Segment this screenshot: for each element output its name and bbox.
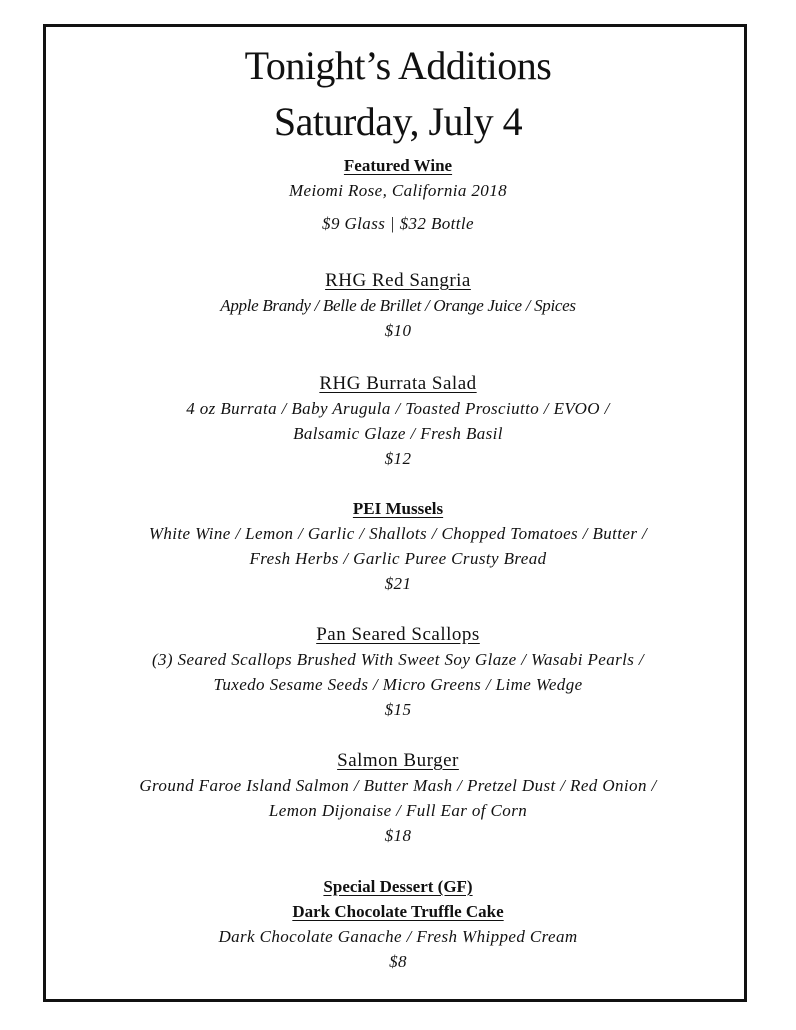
mussels-description-line-1: White Wine / Lemon / Garlic / Shallots / Chopped Tomatoes / Butter /: [148, 524, 648, 543]
dessert-section: [0, 874, 796, 974]
scallops-description-line-2: Tuxedo Sesame Seeds / Micro Greens / Lime Wedge: [213, 675, 583, 694]
featured-wine-name: Meiomi Rose, California 2018: [288, 181, 508, 200]
salmon-heading: Salmon Burger: [337, 750, 459, 771]
salmon-description-line-1: Ground Faroe Island Salmon / Butter Mash / Pretzel Dust / Red Onion /: [139, 776, 657, 795]
featured-wine-section: [0, 153, 796, 236]
scallops-heading: Pan Seared Scallops: [316, 624, 480, 645]
scallops-section: [0, 622, 796, 722]
burrata-price: $12: [384, 449, 412, 468]
sangria-description: Apple Brandy / Belle de Brillet / Orange Juice / Spices: [220, 296, 576, 315]
burrata-heading: RHG Burrata Salad: [319, 373, 477, 394]
burrata-description-line-2: Balsamic Glaze / Fresh Basil: [293, 424, 503, 443]
dessert-name: Dark Chocolate Truffle Cake: [292, 902, 504, 921]
salmon-price: $18: [384, 826, 412, 845]
sangria-heading: RHG Red Sangria: [325, 270, 471, 291]
salmon-section: [0, 748, 796, 848]
featured-wine-price: $9 Glass | $32 Bottle: [322, 214, 474, 233]
burrata-section: [0, 371, 796, 471]
scallops-price: $15: [384, 700, 412, 719]
menu-title: Tonight’s Additions: [244, 43, 552, 88]
dessert-description: Dark Chocolate Ganache / Fresh Whipped Cream: [218, 927, 578, 946]
salmon-description-line-2: Lemon Dijonaise / Full Ear of Corn: [268, 801, 528, 820]
mussels-price: $21: [384, 574, 412, 593]
dessert-price: $8: [389, 952, 407, 971]
mussels-heading: PEI Mussels: [352, 499, 444, 518]
menu-date: Saturday, July 4: [273, 99, 523, 144]
scallops-description-line-1: (3) Seared Scallops Brushed With Sweet Soy Glaze / Wasabi Pearls /: [151, 650, 645, 669]
dessert-heading: Special Dessert (GF): [323, 877, 473, 896]
mussels-description-line-2: Fresh Herbs / Garlic Puree Crusty Bread: [249, 549, 547, 568]
sangria-price: $10: [384, 321, 412, 340]
mussels-section: [0, 496, 796, 596]
featured-wine-heading: Featured Wine: [343, 156, 453, 175]
sangria-section: [0, 268, 796, 343]
burrata-description-line-1: 4 oz Burrata / Baby Arugula / Toasted Prosciutto / EVOO /: [186, 399, 610, 418]
